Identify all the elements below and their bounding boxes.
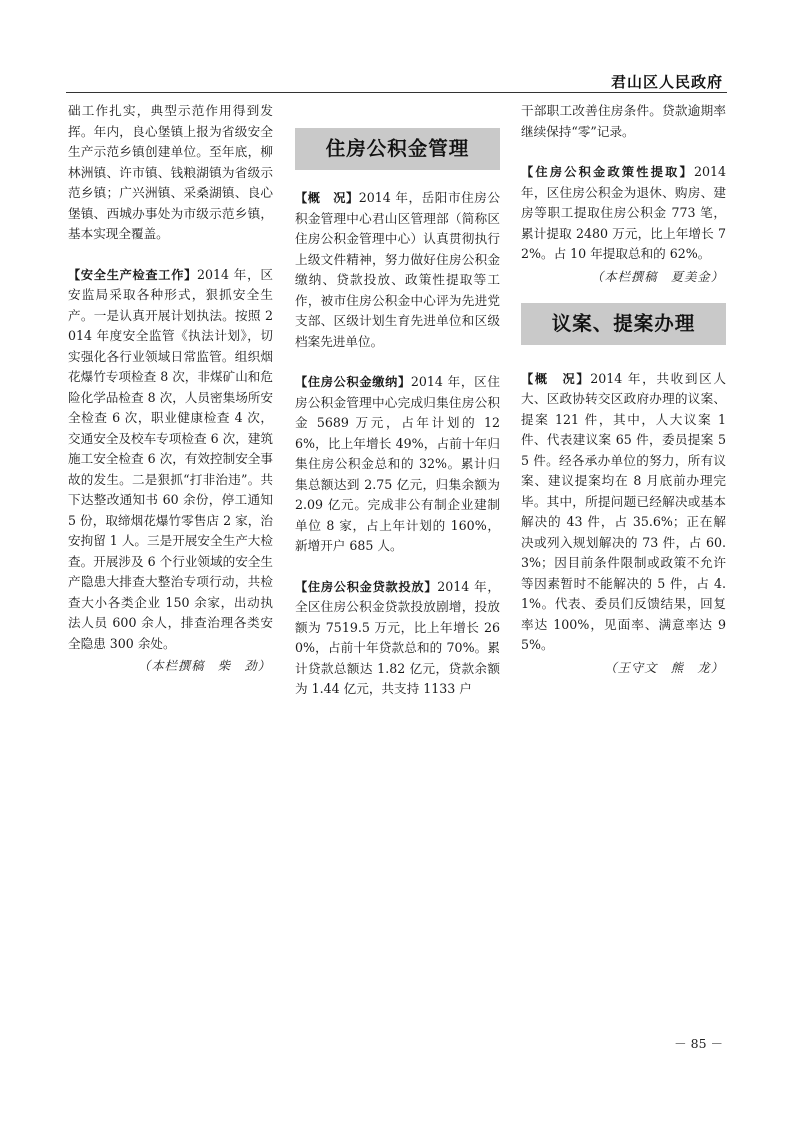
body-housing-deposit: 2014 年，区住房公积金管理中心完成归集住房公积金 5689 万元，占年计划的 126%，比上年增长 49%，占前十年归集住房公积金总和的 32%。累计归集总额达到 2.75 亿元，归集余额为 2.09 亿元。完成非公有制企业建制单位 8 家，占上年计划的 160%，新增开户 685 人。: [295, 374, 501, 553]
header-rule: [66, 92, 727, 93]
paragraph-housing-loan: [295, 577, 500, 700]
subheading-safety-inspection: 【安全生产检查工作】: [68, 267, 198, 282]
paragraph-proposals-overview: [521, 369, 726, 656]
section-title-housing-fund: 住房公积金管理: [295, 128, 500, 170]
body-proposals-overview: 2014 年，共收到区人大、区政协转交区政府办理的议案、提案 121 件，其中，人大议案 1 件、代表建议案 65 件，委员提案 55 件。经各承办单位的努力，所有议案、建议提案均在 8 月底前办理完毕。其中，所提问题已经解决或基本解决的 43 件，占 35.6%；正在解决或列入规划解决的 73 件，占 60.3%；因目前条件限制或政策不允许等因素暂时不能解决的 5 件，占 4.1%。代表、委员们反馈结果，回复率达 100%，见面率、满意率达 95%。: [521, 370, 727, 652]
running-header-title: 君山区人民政府: [610, 73, 723, 91]
column-2: [295, 101, 500, 700]
subheading-housing-loan: 【住房公积金贷款投放】: [295, 579, 438, 594]
subheading-policy-withdrawal: 【住房公积金政策性提取】: [521, 165, 694, 179]
byline: （本栏撰稿 夏美金）: [591, 269, 724, 284]
body-safety-inspection: 2014 年，区安监局采取各种形式，狠抓安全生产。一是认真开展计划执法。按照 2014 年度安全监管《执法计划》，切实强化各行业领域日常监管。组织烟花爆竹专项检查 8 次，非煤矿山和危险化学品检查 8 次，人员密集场所安全检查 6 次，职业健康检查 4 次，交通安全及校车专项检查 6 次，建筑施工安全检查 6 次，有效控制安全事故的发生。二是狠抓“打非治违”。共下达整改通知书 60 余份，停工通知 5 份，取缔烟花爆竹零售店 2 家，治安拘留 1 人。三是开展安全生产大检查。开展涉及 6 个行业领域的安全生产隐患大排查大整治专项行动，共检查大小各类企业 150 余家，出动执法人员 600 余人，排查治理各类安全隐患 300 余处。: [68, 266, 273, 651]
subheading-housing-overview: 【概 况】: [295, 191, 359, 205]
subheading-proposals-overview: 【概 况】: [521, 371, 591, 386]
subheading-housing-deposit: 【住房公积金缴纳】: [295, 375, 411, 389]
paragraph-housing-deposit: [295, 372, 500, 557]
body-policy-withdrawal: 2014 年，区住房公积金为退休、购房、建房等职工提取住房公积金 773 笔，累计提取 2480 万元，比上年增长 72%。占 10 年提取总和的 62%。: [521, 164, 726, 261]
column-3: [521, 101, 726, 678]
section-title-proposals: 议案、提案办理: [521, 303, 726, 345]
paragraph-safety-demo: 础工作扎实，典型示范作用得到发挥。年内，良心堡镇上报为省级安全生产示范乡镇创建单位。至年底，柳林洲镇、许市镇、钱粮湖镇为省级示范乡镇；广兴洲镇、采桑湖镇、良心堡镇、西城办事处为市级示范乡镇，基本实现全覆盖。: [68, 103, 273, 241]
body-housing-overview: 2014 年，岳阳市住房公积金管理中心君山区管理部（简称区住房公积金管理中心）认真贯彻执行上级文件精神，努力做好住房公积金缴纳、贷款投放、政策性提取等工作，被市住房公积金中心评为先进党支部、区级计划生育先进单位和区级档案先进单位。: [295, 190, 500, 349]
byline: （王守文 熊 龙）: [604, 660, 724, 675]
body-housing-loan: 2014 年，全区住房公积金贷款投放剧增，投放额为 7519.5 万元，比上年增长 260%，占前十年贷款总和的 70%。累计贷款总额达 1.82 亿元，贷款余额为 1.44 亿元，共支持 1133 户: [295, 578, 500, 696]
paragraph-housing-overview: [295, 188, 500, 352]
byline: （本栏撰稿 柴 劲）: [138, 659, 271, 673]
paragraph-safety-inspection: [68, 265, 273, 655]
paragraph-policy-withdrawal: [521, 162, 726, 265]
paragraph-loan-continued: 干部职工改善住房条件。贷款逾期率继续保持“零”记录。: [521, 103, 726, 139]
column-1: [68, 101, 273, 676]
page-number: － 85 －: [674, 1036, 723, 1051]
